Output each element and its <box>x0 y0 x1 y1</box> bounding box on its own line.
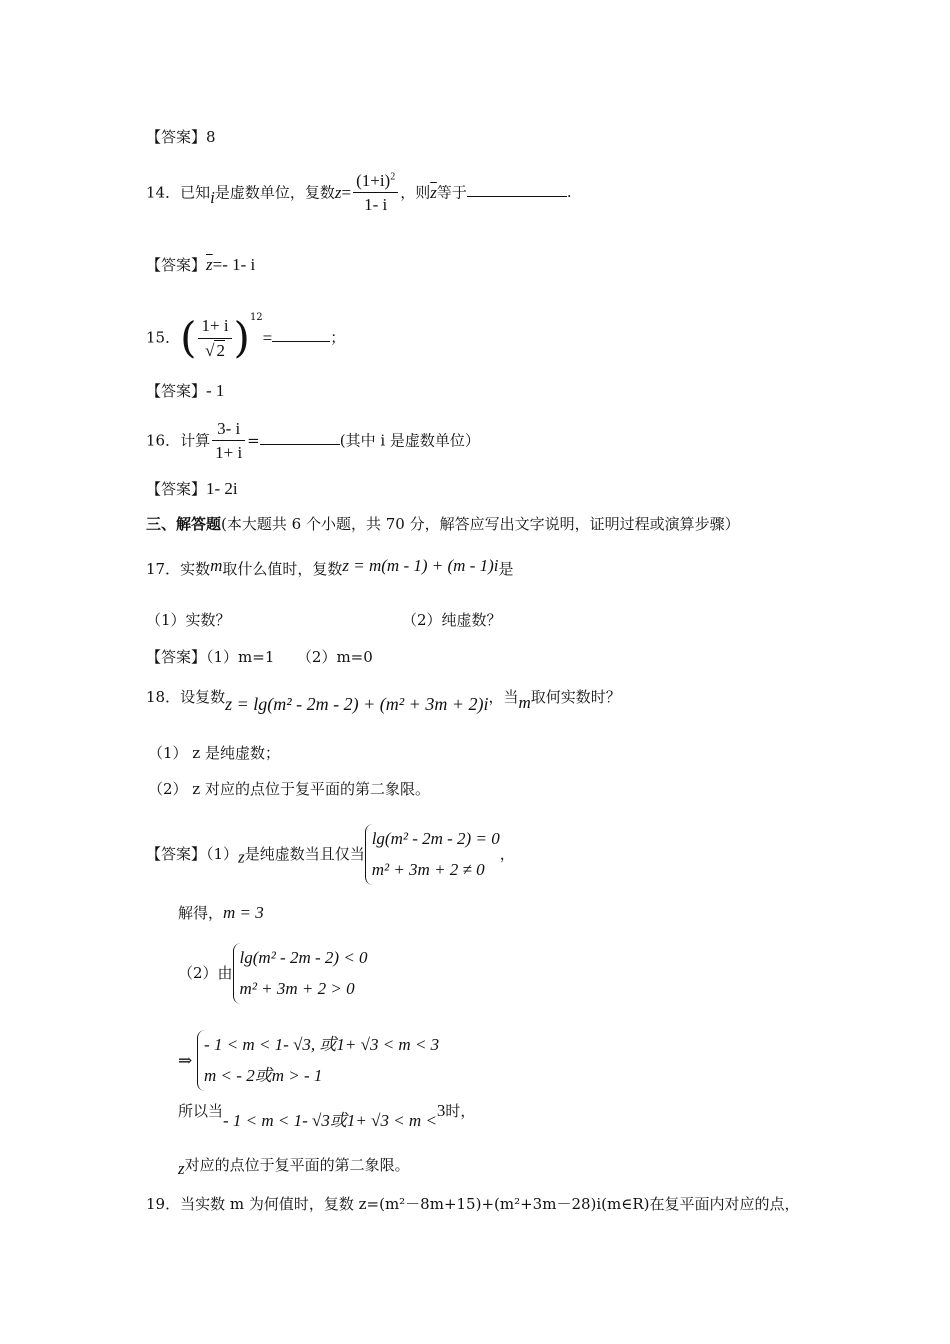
question-text: 设复数 <box>180 688 226 706</box>
question-text: . <box>566 182 572 201</box>
answer-value: =- 1- i <box>212 255 256 274</box>
fraction-numerator: 3- i <box>212 418 245 441</box>
answer-value: 8 <box>206 128 216 146</box>
math-var: i <box>210 187 215 207</box>
fraction <box>353 170 398 216</box>
answer-18-part-1 <box>146 824 515 885</box>
question-text: 计算 <box>180 431 211 450</box>
fraction-numerator: (1+i) <box>356 171 391 190</box>
implies-symbol: ⇒ <box>178 1050 193 1070</box>
answer-14 <box>146 254 255 275</box>
answer-label: 【答案】 <box>146 480 207 498</box>
question-19 <box>146 1195 800 1214</box>
answer-label: 【答案】 <box>146 382 207 400</box>
system-line: m² + 3m + 2 > 0 <box>239 978 355 998</box>
question-17 <box>146 555 514 579</box>
answer-text: 所以当 <box>178 1102 224 1120</box>
answer-18-conclusion <box>178 1100 475 1131</box>
question-17-part-2 <box>402 611 502 630</box>
question-text: ，则 <box>400 183 431 202</box>
question-number: 19． <box>146 1195 181 1213</box>
answer-label: 【答案】 <box>146 256 207 274</box>
question-18-part-1 <box>148 744 280 763</box>
math-var: m <box>210 556 223 575</box>
system-line: m < - 2或m > - 1 <box>204 1065 323 1085</box>
answer-text: ， <box>499 845 515 864</box>
answer-value: （1）m=1 （2）m=0 <box>206 648 373 666</box>
z-bar: $\overline{z}$ <box>206 255 213 274</box>
math-expression: z = lg(m² - 2m - 2) + (m² + 3m + 2)i <box>225 694 489 714</box>
answer-text: 是纯虚数当且仅当 <box>244 845 365 864</box>
system-line: lg(m² - 2m - 2) < 0 <box>239 948 368 967</box>
question-14 <box>146 170 572 216</box>
question-18-part-2 <box>148 780 430 799</box>
math-eq: = <box>341 183 352 203</box>
math-var: z <box>178 1159 185 1178</box>
answer-text: 时， <box>445 1102 476 1120</box>
answer-18-implication <box>178 1030 439 1091</box>
question-number: 16． <box>146 431 181 450</box>
question-text: 是虚数单位，复数 <box>214 183 335 202</box>
answer-18-solution <box>178 902 264 923</box>
part-text: （2）纯虚数？ <box>402 611 502 629</box>
question-number: 17． <box>146 560 181 578</box>
exponent: 12 <box>249 312 263 323</box>
fraction: $\frac{1+ i}{√ 2}$ <box>198 315 231 361</box>
math-eq: = <box>247 431 260 450</box>
question-text: 取什么值时，复数 <box>222 560 343 578</box>
answer-blank[interactable] <box>260 430 340 445</box>
question-text: ； <box>330 328 346 347</box>
answer-16 <box>146 478 238 499</box>
equation-system-1 <box>365 824 500 885</box>
question-text: 取何实数时？ <box>530 688 621 706</box>
question-18 <box>146 688 621 716</box>
answer-15 <box>146 380 224 401</box>
answer-blank[interactable] <box>272 327 330 342</box>
left-paren: ( <box>180 313 197 362</box>
math-var: m <box>518 693 531 712</box>
answer-text: 解得， <box>178 904 224 922</box>
answer-value: - 1 <box>206 381 225 400</box>
answer-18-final <box>178 1156 410 1179</box>
fraction-denominator: 1+ i <box>215 443 243 463</box>
math-eq: = <box>262 328 273 348</box>
question-text: 是 <box>498 560 514 578</box>
question-text: 当实数 m 为何值时，复数 z=(m²－8m+15)+(m²+3m－28)i(m∈R)在复平面内对应的点， <box>180 1195 800 1213</box>
math-var: z <box>238 847 245 867</box>
part-label: （2）由 <box>178 964 233 983</box>
section-title: 三、解答题 <box>146 515 222 533</box>
answer-18-part-2 <box>178 943 368 1004</box>
system-line: - 1 < m < 1- √3, 或1+ √3 < m < 3 <box>204 1035 440 1054</box>
equation-system-2 <box>233 943 368 1004</box>
question-16 <box>146 418 480 464</box>
question-text: ，当 <box>488 688 519 706</box>
fraction-denominator: 1- i <box>364 195 388 215</box>
answer-label: 【答案】 <box>146 845 207 864</box>
math-expression: - 1 < m < 1- √3或1+ √3 < m < <box>223 1111 437 1130</box>
fraction <box>212 418 245 464</box>
math-expression: z = m(m - 1) + (m - 1)i <box>342 556 499 575</box>
question-number: 15． <box>146 328 181 347</box>
question-number: 18． <box>146 688 181 706</box>
answer-label: 【答案】 <box>146 648 207 666</box>
math-var: z <box>334 183 342 203</box>
answer-blank[interactable] <box>467 182 567 197</box>
equation-system-3 <box>197 1030 439 1091</box>
answer-label: 【答案】 <box>146 128 207 146</box>
question-number: 14． <box>146 183 181 202</box>
question-17-part-1 <box>146 611 231 630</box>
part-text: （1） z 是纯虚数； <box>148 744 280 762</box>
math-value: 3 <box>436 1101 446 1120</box>
answer-value: 1- 2i <box>206 479 238 498</box>
section-heading <box>146 515 740 534</box>
part-label: （1） <box>206 845 239 864</box>
system-line: lg(m² - 2m - 2) = 0 <box>371 829 500 848</box>
question-text: 已知 <box>180 183 211 202</box>
question-text: 实数 <box>180 560 211 578</box>
answer-text: 对应的点位于复平面的第二象限。 <box>184 1156 410 1174</box>
question-text: 等于 <box>436 183 467 202</box>
section-description: (本大题共 6 个小题，共 70 分，解答应写出文字说明，证明过程或演算步骤） <box>221 515 740 533</box>
right-paren: ) <box>233 313 250 362</box>
answer-13 <box>146 128 216 147</box>
fraction-numerator: 1+ i <box>198 315 231 338</box>
fraction-denominator: 2 <box>216 340 225 360</box>
system-line: m² + 3m + 2 ≠ 0 <box>371 859 485 879</box>
answer-17 <box>146 648 373 667</box>
exponent: 2 <box>390 171 396 183</box>
math-expression: m = 3 <box>223 903 264 922</box>
question-note: (其中 i 是虚数单位） <box>339 431 480 450</box>
part-text: （2） z 对应的点位于复平面的第二象限。 <box>148 780 430 798</box>
z-bar: $\overline{z}$ <box>430 183 437 203</box>
part-text: （1）实数？ <box>146 611 231 629</box>
question-15 <box>146 312 345 361</box>
